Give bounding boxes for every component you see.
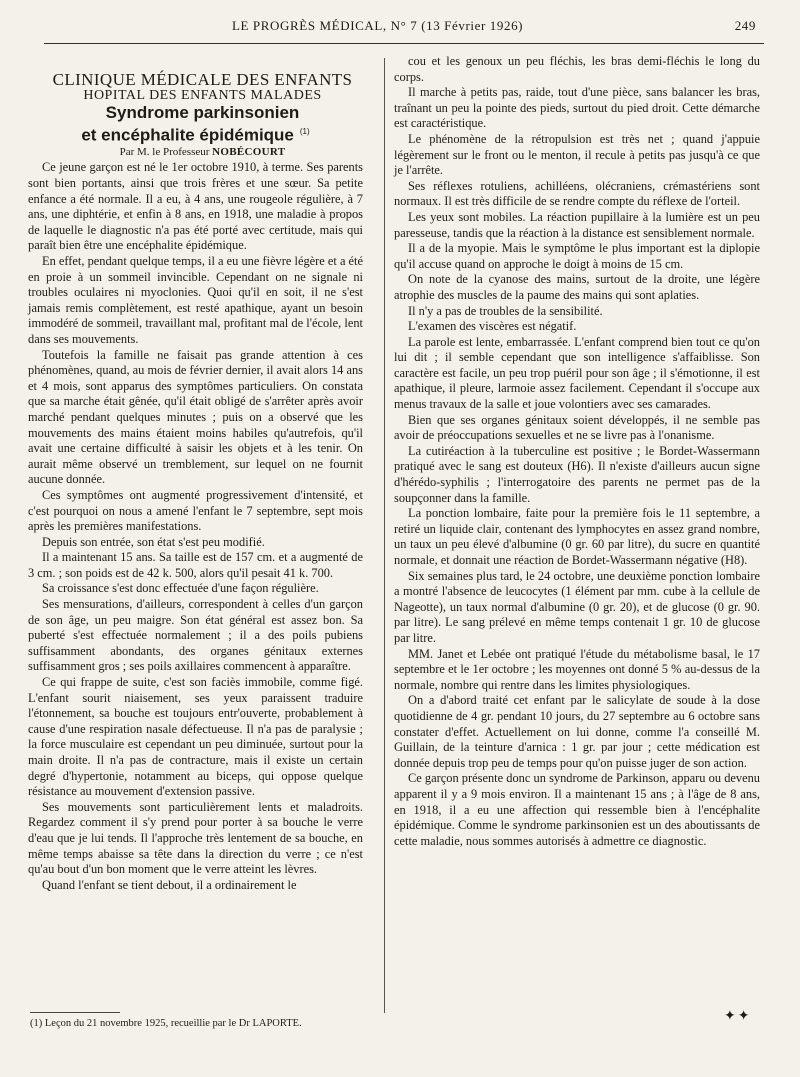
article-title [28, 103, 363, 145]
paragraph: Depuis son entrée, son état s'est peu modifié. [42, 534, 265, 549]
paragraph: Ce jeune garçon est né le 1er octobre 1910, à terme. Ses parents sont bien portants, ainsi que trois frères et une sœur. Sa petite enfance a été normale. Il a eu, à 4 ans, une rougeole régulière, à 7 ans, une diphtérie, et enfin à 8 ans, en 1918, une maladie à propos de laquelle le diagnostic n'a pas été porté avec certitude, mais qui paraît bien être une encéphalite épidémique. [28, 160, 363, 253]
hospital-heading: HOPITAL DES ENFANTS MALADES [83, 87, 322, 103]
paragraph: Ses mensurations, d'ailleurs, correspondent à celles d'un garçon de son âge, un peu maigre. Son état général est assez bon. Sa puberté s'est effectuée normalement ; il a des poils pubiens suffisamment abondants, des organes génitaux externes suffisamment gros ; ses poils axillaires commencent à apparaître. [28, 597, 363, 674]
paragraph: Ce garçon présente donc un syndrome de Parkinson, apparu ou devenu apparent il y a 9 mois environ. Il a maintenant 15 ans ; à l'âge de 8 ans, en 1918, il a eu une affection qui ressemble bien à l'encéphalite épidémique. Comme le syndrome parkinsonien est un des aboutissants de cette maladie, nous sommes autorisés à admettre ce diagnostic. [394, 771, 760, 848]
title-footnote-marker: (1) [299, 127, 310, 137]
right-body [394, 54, 760, 849]
header-rule [44, 43, 764, 44]
paragraph: Six semaines plus tard, le 24 octobre, une deuxième ponction lombaire a montré l'absence de leucocytes (1 élément par mm. cube à la cellule de Nageotte), un taux normal d'albumine (0 gr. 20), et de glucose (0 gr. 90. par litre). Le sang prélevé en même temps contenait 1 gr. 10 de glucose par litre. [394, 568, 760, 645]
paragraph: On note de la cyanose des mains, surtout de la droite, une légère atrophie des muscles de la paume des mains qui sont aplaties. [394, 272, 760, 302]
paragraph: Il a de la myopie. Mais le symptôme le plus important est la diplopie qu'il accuse quand on approche le doigt à moins de 15 cm. [394, 241, 760, 271]
paragraph: Ses réflexes rotuliens, achilléens, olécraniens, crémastériens sont normaux. Il est très difficile de se rendre compte du réflexe de l'orteil. [394, 178, 760, 209]
paragraph: Il marche à petits pas, raide, tout d'une pièce, sans balancer les bras, traînant un peu la pointe des pieds, surtout du pied droit. Cette démarche est caractéristique. [394, 85, 760, 131]
title-line-2: et encéphalite épidémique [81, 125, 294, 145]
footnote-rule [30, 1012, 120, 1013]
paragraph: cou et les genoux un peu fléchis, les bras demi-fléchis le long du corps. [394, 54, 760, 84]
paragraph: L'examen des viscères est négatif. [408, 319, 577, 334]
paragraph: Ce qui frappe de suite, c'est son faciès immobile, comme figé. L'enfant sourit niaisement, ses yeux paraissent traduire l'étonnement, sa bouche est toujours entr'ouverte, probablement à cause d'une respiration nasale défectueuse. Il n'a pas de paralysie ; la force musculaire est cependant un peu diminuée, surtout pour la main droite. Il n'a pas de contracture, mais il existe un certain degré d'hypertonie, notamment au biceps, qui oppose quelque résistance au mouvement d'extension passive. [28, 675, 363, 799]
byline [28, 145, 363, 161]
paragraph: La parole est lente, embarrassée. L'enfant comprend bien tout ce qu'on lui dit ; il semble cependant que son intelligence s'affaiblisse. Son caractère est facile, un peu trop puéril pour son âge ; il s'émotionne, il est apathique, il pleure, larmoie assez facilement. Cependant il s'occupe aux menus travaux de la salle et joue volontiers avec ses camarades. [394, 334, 760, 412]
section-heading: CLINIQUE MÉDICALE DES ENFANTS [52, 70, 353, 89]
paragraph: La ponction lombaire, faite pour la première fois le 11 septembre, a retiré un liquide clair, contenant des lymphocytes en assez grand nombre, un taux un peu élevé d'albumine (0 gr. 60 par litre), du sucre en quantité normale, et donnait une réaction de Bordet-Wassermann négative (H8). [394, 506, 760, 567]
paragraph: Quand l'enfant se tient debout, il a ordinairement le [42, 877, 297, 892]
left-body [28, 160, 363, 893]
column-divider [384, 58, 385, 1013]
paragraph: Il n'y a pas de troubles de la sensibilité. [408, 303, 603, 318]
page-number: 249 [734, 18, 756, 33]
title-line-1: Syndrome parkinsonien [105, 103, 300, 123]
paragraph: La cutiréaction à la tuberculine est positive ; le Bordet-Wassermann pratiqué avec le sang est douteux (H6). Il n'existe d'ailleurs aucun signe d'hérédo-syphilis ; l'interrogatoire des parents ne permet pas de la soupçonner dans la famille. [394, 443, 760, 505]
byline-prefix: Par M. le Professeur [119, 145, 210, 158]
paragraph: Sa croissance s'est donc effectuée d'une façon régulière. [42, 581, 319, 596]
paragraph: Les yeux sont mobiles. La réaction pupillaire à la lumière est un peu paresseuse, tandis que la réaction à la distance est sensiblement normale. [394, 209, 760, 240]
running-header [0, 18, 800, 40]
paragraph: Toutefois la famille ne faisait pas grande attention à ces phénomènes, quand, au mois de février dernier, il avait alors 14 ans et 4 mois, sont apparus des symptômes particuliers. On constata que sa marche était gênée, qu'il était obligé de s'arrêter après avoir marché pendant quelques minutes ; puis on a observé que les mouvements des mains étaient moins habiles qu'autrefois, qu'il avait une certaine difficulté à saisir les objets et à les tenir. On aurait même observé un tremblement, sur lequel on ne fournit aucune donnée. [28, 347, 363, 487]
paragraph: On a d'abord traité cet enfant par le salicylate de soude à la dose quotidienne de 4 gr. pendant 10 jours, du 27 septembre au 6 octobre sans constater d'effet. Actuellement on lui donne, comme l'a conseillé M. Guillain, de la teinture d'arnica : 1 gr. par jour ; cette médication est donnée depuis trop peu de temps pour qu'on puisse juger de son action. [394, 693, 760, 770]
left-column [28, 72, 363, 893]
paragraph: Ses mouvements sont particulièrement lents et maladroits. Regardez comment il s'y prend pour porter à sa bouche le verre d'eau que je lui tends. Il l'approche très lentement de sa bouche, en même temps abaisse sa tête dans la direction du verre ; ce n'est qu'au bout d'un bon moment que le verre atteint les lèvres. [28, 799, 363, 877]
paragraph: Bien que ses organes génitaux soient développés, il ne semble pas avoir de préoccupations sexuelles et ne se livre pas à l'onanisme. [394, 412, 760, 443]
paragraph: Il a maintenant 15 ans. Sa taille est de 157 cm. et a augmenté de 3 cm. ; son poids est de 42 k. 500, alors qu'il pesait 41 k. 700. [28, 550, 363, 580]
paragraph: MM. Janet et Lebée ont pratiqué l'étude du métabolisme basal, le 17 septembre et le 1er octobre ; les moyennes ont donné 5 % au-dessus de la normale, nombre qui rentre dans les limites physiologiques. [394, 646, 760, 692]
paragraph: Ces symptômes ont augmenté progressivement d'intensité, et c'est pourquoi on nous a amené l'enfant le 7 septembre, sept mois après les premières manifestations. [28, 487, 363, 534]
paragraph: En effet, pendant quelque temps, il a eu une fièvre légère et a été en proie à un sommeil invincible. Cependant on ne signale ni troubles oculaires ni myoclonies. Quoi qu'il en soit, il ne s'est jamais remis complètement, est resté apathique, ayant un besoin immodéré de sommeil, travaillant mal, profitant mal de l'école, lent dans ses mouvements. [28, 254, 363, 346]
footnote: (1) Leçon du 21 novembre 1925, recueillie par le Dr LAPORTE. [30, 1018, 302, 1029]
end-ornament: ✦✦ [724, 1009, 752, 1024]
right-column [394, 54, 760, 849]
author-name: NOBÉCOURT [212, 145, 286, 158]
journal-title: LE PROGRÈS MÉDICAL, N° 7 (13 Février 1926) [232, 18, 524, 33]
paragraph: Le phénomène de la rétropulsion est très net ; quand j'appuie légèrement sur le front ou le menton, il recule à petits pas jusqu'à ce que je l'arrête. [394, 131, 760, 178]
